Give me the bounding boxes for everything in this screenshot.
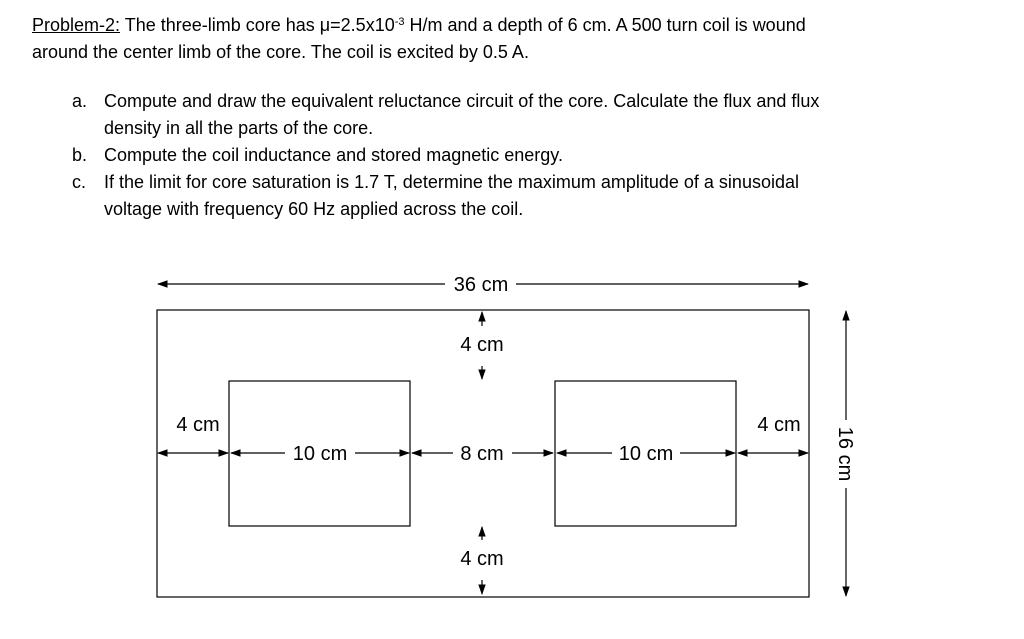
height-label: 16 cm xyxy=(834,426,856,482)
exponent: -3 xyxy=(394,16,405,28)
question-marker: c. xyxy=(72,172,87,192)
question-text: voltage with frequency 60 Hz applied across the coil. xyxy=(104,199,524,219)
question-text: density in all the parts of the core. xyxy=(104,118,374,138)
bottom-limb-label: 4 cm xyxy=(460,548,504,570)
center-limb-label: 8 cm xyxy=(460,443,504,465)
problem-heading: Problem-2: xyxy=(32,15,121,35)
top-limb-label: 4 cm xyxy=(460,334,504,356)
left-window-label: 10 cm xyxy=(292,443,348,465)
problem-text-1b: H/m and a depth of 6 cm. A 500 turn coil is wound xyxy=(404,15,806,35)
right-limb-label: 4 cm xyxy=(757,414,801,436)
width-label: 36 cm xyxy=(453,274,509,296)
left-limb-label: 4 cm xyxy=(176,414,220,436)
question-text: Compute the coil inductance and stored magnetic energy. xyxy=(104,145,563,165)
question-marker: b. xyxy=(72,145,88,165)
question-text: Compute and draw the equivalent reluctance circuit of the core. Calculate the flux and flux xyxy=(104,91,820,111)
problem-line-2: around the center limb of the core. The coil is excited by 0.5 A. xyxy=(32,42,529,62)
question-text: If the limit for core saturation is 1.7 T, determine the maximum amplitude of a sinusoidal xyxy=(104,172,799,192)
right-window-label: 10 cm xyxy=(618,443,674,465)
question-marker: a. xyxy=(72,91,88,111)
problem-text-1a: The three-limb core has μ=2.5x10 xyxy=(120,15,395,35)
